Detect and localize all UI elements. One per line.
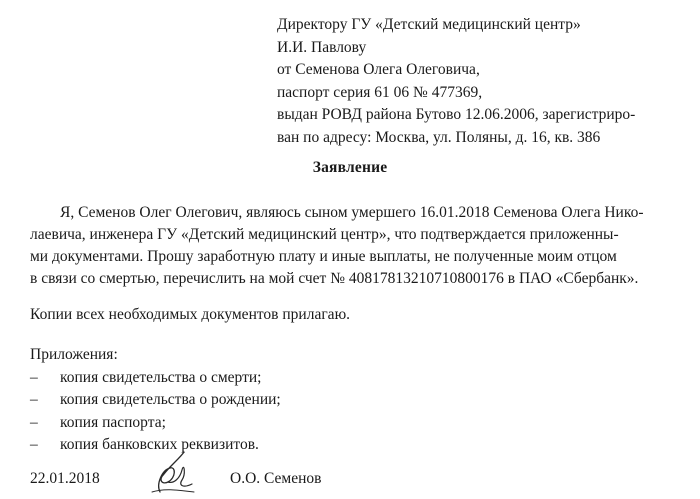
- addressee-line: Директору ГУ «Детский медицинский центр»: [277, 16, 581, 33]
- attachment-item: [30, 367, 281, 390]
- body-line: ми документами. Прошу заработную плату и иные выплаты, не полученные моим отцом: [30, 248, 617, 265]
- body-line: лаевича, инженера ГУ «Детский медицинский центр», что подтверждается приложенны-: [30, 226, 619, 243]
- attachment-item: [30, 412, 281, 435]
- list-dash: –: [30, 368, 38, 386]
- attachment-text: копия паспорта;: [60, 413, 166, 431]
- attachments-heading: Приложения:: [30, 346, 118, 363]
- passport-line: паспорт серия 61 06 № 477369,: [277, 83, 483, 101]
- body-line: в связи со смертью, перечислить на мой счет № 40817813210710800176 в ПАО «Сбербанк».: [30, 270, 639, 287]
- attachments-section: [30, 344, 281, 457]
- addressee-block: [277, 14, 687, 149]
- list-dash: –: [30, 391, 38, 408]
- signer-name: О.О. Семенов: [230, 470, 322, 487]
- addressee-line: И.И. Павлову: [277, 38, 367, 56]
- list-dash: –: [30, 413, 38, 431]
- statement-body: [30, 202, 666, 290]
- signature-date: 22.01.2018: [30, 470, 100, 487]
- sender-line: от Семенова Олега Олеговича,: [277, 61, 480, 78]
- attachment-text: копия банковских реквизитов.: [60, 436, 259, 453]
- attachment-item: [30, 389, 281, 412]
- body-line: Я, Семенов Олег Олегович, являюсь сыном умершего 16.01.2018 Семенова Олега Нико-: [60, 204, 644, 221]
- copies-paragraph: Копии всех необходимых документов прилагаю.: [30, 306, 351, 323]
- attachment-text: копия свидетельства о смерти;: [60, 368, 262, 386]
- passport-issued-line: выдан РОВД района Бутово 12.06.2006, зарегистриро-: [277, 106, 636, 123]
- list-dash: –: [30, 436, 38, 453]
- attachment-text: копия свидетельства о рождении;: [60, 391, 281, 408]
- handwritten-signature: [146, 448, 198, 498]
- document-title: Заявление: [312, 159, 388, 176]
- address-line: ван по адресу: Москва, ул. Поляны, д. 16, кв. 386: [277, 128, 601, 146]
